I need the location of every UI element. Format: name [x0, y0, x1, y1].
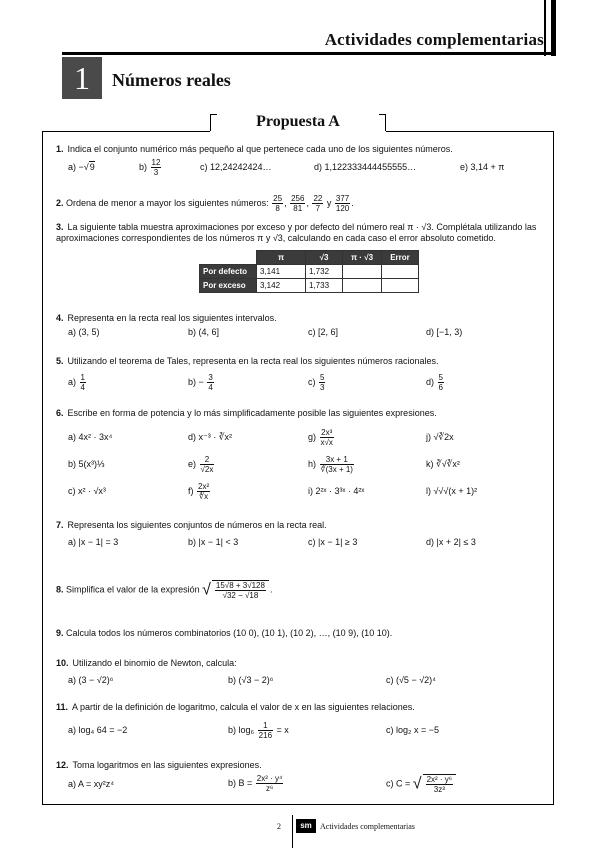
exercise-text: Representa en la recta real los siguientes intervalos. [67, 313, 277, 323]
denominator: z⁶ [265, 784, 274, 793]
fraction [151, 158, 162, 177]
ex5-d [426, 373, 445, 392]
numerator: 2x² · y⁶ [426, 775, 453, 784]
page-number: 2 [277, 822, 281, 831]
exercise-number: 5. [56, 356, 64, 366]
numerator: 2 [200, 455, 215, 465]
item-label: c) [308, 376, 316, 387]
ex7-c: c) |x − 1| ≥ 3 [308, 537, 358, 547]
item-label: b) [139, 161, 148, 172]
radicand: 9 [89, 162, 95, 172]
header-vertical-bar [544, 0, 546, 56]
numerator: 3x + 1 [320, 455, 354, 465]
denominator: 3 [320, 383, 325, 392]
ex6-i: i) 2²ˣ · 3³ˣ · 4²ˣ [308, 486, 365, 496]
fraction [258, 721, 273, 740]
exercise-number: 10. [56, 658, 69, 668]
ex6-g [308, 428, 335, 447]
ex6-d: d) x⁻³ · ∛x² [188, 432, 232, 442]
exercise-text: Utilizando el binomio de Newton, calcula: [72, 658, 237, 668]
row-header: Por exceso [200, 279, 257, 293]
numerator: 3 [208, 373, 213, 382]
radical-sign: √ [412, 775, 422, 793]
exercise-number: 1. [56, 144, 64, 154]
denominator: ∜x [199, 492, 209, 501]
numerator: 377 [335, 194, 350, 203]
denominator: 81 [293, 204, 303, 213]
table-cell: 3,142 [257, 279, 306, 293]
exercise-1 [56, 144, 546, 155]
table-cell [382, 279, 419, 293]
ex7-d: d) |x + 2| ≤ 3 [426, 537, 476, 547]
fraction [272, 194, 283, 213]
exercise-9 [56, 628, 392, 639]
ex10-a: a) (3 − √2)⁶ [68, 675, 114, 685]
numerator: 2x² [198, 482, 210, 491]
exercise-2: 2. Ordena de menor a mayor los siguientes números: $\frac{25}{8}$ , $\frac{256}{81}$ , $\frac{22}{7}$ y $\frac{377}{120}$ . [56, 194, 354, 213]
header-rule [62, 52, 552, 55]
footer-divider [292, 815, 293, 848]
ex11-a: a) log₄ 64 = −2 [68, 725, 128, 735]
equation-rhs: = x [276, 724, 289, 735]
item-label: b) log₆ [228, 724, 255, 735]
exercise-number: 11. [56, 702, 69, 712]
ex6-j: j) √∛2x [426, 432, 454, 442]
section-heading [210, 112, 386, 134]
fraction [80, 373, 86, 392]
denominator: 3 [153, 168, 159, 177]
ex6-e [188, 455, 215, 474]
exercise-7 [56, 520, 546, 531]
ex6-f [188, 482, 211, 501]
numerator: 1 [258, 721, 273, 731]
numerator: 2x³ [321, 428, 333, 437]
ex1-b [139, 158, 162, 177]
exercise-8: 8. Simplifica el valor de la expresión √ $\frac{15√8 + 3√128}{√32 - √18}$ . [56, 581, 273, 600]
radical-fraction [212, 580, 269, 600]
numerator: 5 [320, 373, 325, 382]
header-vertical-bar-thick [551, 0, 556, 56]
ex4-a: a) (3, 5) [68, 327, 100, 337]
fraction [320, 428, 334, 447]
exercise-text: La siguiente tabla muestra aproximaciones por exceso y por defecto del número real π · √3. Complétala utilizando las aproximaciones correspondientes de los números π y √3, calculando en cada caso el error absoluto cometido. [56, 222, 537, 243]
table-cell: 3,141 [257, 265, 306, 279]
chapter-title: Números reales [112, 70, 231, 90]
approximation-table [199, 250, 419, 293]
exercise-3 [56, 222, 546, 244]
ex12-b [228, 774, 284, 793]
bracket-right [379, 114, 386, 131]
numerator: 22 [313, 194, 323, 203]
exercise-number: 6. [56, 408, 64, 418]
fraction [335, 194, 350, 213]
item-label: c) C = [386, 778, 411, 789]
fraction [290, 194, 305, 213]
exercise-number: 12. [56, 760, 69, 770]
ex11-c: c) log₂ x = −5 [386, 725, 440, 735]
ex10-c: c) (√5 − √2)⁴ [386, 675, 437, 685]
publisher-logo: sm [296, 819, 316, 833]
fraction [200, 455, 215, 474]
chapter-number: 1 [62, 57, 102, 99]
col-header: π · √3 [343, 251, 382, 265]
denominator: 3z³ [433, 785, 445, 794]
numerator: 5 [438, 373, 443, 382]
fraction [438, 373, 444, 392]
numerator: 2x² · y⁴ [256, 774, 283, 783]
ex7-b: b) |x − 1| < 3 [188, 537, 239, 547]
exercise-text: Simplifica el valor de la expresión [66, 584, 200, 595]
exercise-text: Escribe en forma de potencia y lo más simplificadamente posible las siguientes expresiones. [67, 408, 437, 418]
denominator: √2x [200, 465, 214, 474]
ex1-d: d) 1,122333444455555… [314, 162, 417, 172]
ex12-a: a) A = xy²z⁴ [68, 779, 115, 789]
item-label: d) [426, 376, 435, 387]
col-header: √3 [306, 251, 343, 265]
footer-text: Actividades complementarias [320, 822, 415, 831]
numerator: 256 [291, 194, 305, 203]
header-title: Actividades complementarias [324, 30, 544, 49]
section-title: Propuesta A [256, 113, 340, 130]
minus-sign: − [78, 162, 84, 172]
exercise-12 [56, 760, 546, 771]
item-label: g) [308, 431, 317, 442]
ex1-e: e) 3,14 + π [460, 162, 505, 172]
exercise-text: Utilizando el teorema de Tales, representa en la recta real los siguientes números racionales. [67, 356, 439, 366]
ex1-c: c) 12,24242424… [200, 162, 272, 172]
exercise-number: 8. [56, 584, 64, 595]
ex7-a: a) |x − 1| = 3 [68, 537, 119, 547]
fraction [312, 194, 323, 213]
conjunction: y [326, 197, 332, 208]
exercise-text: Ordena de menor a mayor los siguientes números: [66, 197, 269, 208]
fraction [256, 774, 284, 793]
col-header: π [257, 251, 306, 265]
ex6-c: c) x² · √x³ [68, 486, 106, 496]
exercise-text: Toma logaritmos en las siguientes expresiones. [72, 760, 262, 770]
ex6-l: l) √√√(x + 1)² [426, 486, 478, 496]
denominator: 4 [80, 383, 85, 392]
row-header: Por defecto [200, 265, 257, 279]
item-label: b) [188, 376, 197, 387]
exercise-text: Indica el conjunto numérico más pequeño al que pertenece cada uno de los siguientes números. [67, 144, 453, 154]
denominator: ∛(3x + 1) [320, 465, 353, 474]
denominator: 8 [275, 204, 280, 213]
table-row [200, 279, 419, 293]
table-row [200, 265, 419, 279]
denominator: 6 [438, 383, 443, 392]
minus-sign: − [198, 376, 204, 387]
ex6-b: b) 5(x³)⅓ [68, 459, 105, 469]
ex11-b [228, 721, 289, 740]
numerator: 25 [273, 194, 283, 203]
table-cell [343, 265, 382, 279]
col-header: Error [382, 251, 419, 265]
exercise-number: 4. [56, 313, 64, 323]
ex5-b [188, 373, 215, 392]
exercise-5 [56, 356, 546, 367]
item-label: b) B = [228, 777, 253, 788]
exercise-number: 3. [56, 222, 64, 232]
radical-fraction [423, 774, 457, 794]
ex5-a [68, 373, 87, 392]
denominator: x√x [320, 438, 333, 447]
table-cell [343, 279, 382, 293]
fraction [197, 482, 210, 501]
exercise-text: Calcula todos los números combinatorios [66, 628, 231, 638]
denominator: 120 [335, 204, 350, 213]
exercise-number: 2. [56, 197, 64, 208]
ex10-b: b) (√3 − 2)⁶ [228, 675, 274, 685]
radical-sign: √ [202, 581, 211, 599]
combinatorial-list: (10 0), (10 1), (10 2), …, (10 9), (10 10). [233, 628, 393, 638]
ex1-a: a) −√9 [68, 162, 95, 172]
item-label: f) [188, 485, 194, 496]
denominator: 4 [208, 383, 213, 392]
ex5-c [308, 373, 326, 392]
fraction [320, 455, 354, 474]
ex4-c: c) [2, 6] [308, 327, 339, 337]
ex4-b: b) (4, 6] [188, 327, 220, 337]
ex4-d: d) [−1, 3) [426, 327, 463, 337]
numerator: 15√8 + 3√128 [215, 581, 265, 590]
exercise-text: Representa los siguientes conjuntos de números en la recta real. [67, 520, 327, 530]
fraction [319, 373, 325, 392]
table-corner [200, 251, 257, 265]
denominator: 7 [315, 204, 321, 213]
ex12-c [386, 774, 457, 794]
numerator: 12 [151, 158, 161, 167]
table-cell: 1,733 [306, 279, 343, 293]
exercise-10 [56, 658, 546, 669]
fraction [207, 373, 213, 392]
exercise-text: A partir de la definición de logaritmo, calcula el valor de x en las siguientes relaciones. [72, 702, 415, 712]
exercise-11 [56, 702, 546, 713]
ex6-k: k) ∛√∛x² [426, 459, 460, 469]
item-label: e) [188, 458, 197, 469]
item-label: h) [308, 458, 317, 469]
denominator: √32 − √18 [222, 591, 259, 600]
item-label: a) [68, 376, 77, 387]
exercise-number: 9. [56, 628, 64, 638]
table-cell [382, 265, 419, 279]
ex6-h [308, 455, 355, 474]
table-cell: 1,732 [306, 265, 343, 279]
exercise-4 [56, 313, 546, 324]
exercise-6 [56, 408, 546, 419]
numerator: 1 [80, 373, 85, 382]
item-label: a) [68, 162, 77, 172]
exercise-number: 7. [56, 520, 64, 530]
denominator: 216 [258, 731, 273, 740]
ex6-a: a) 4x² · 3x⁴ [68, 432, 113, 442]
